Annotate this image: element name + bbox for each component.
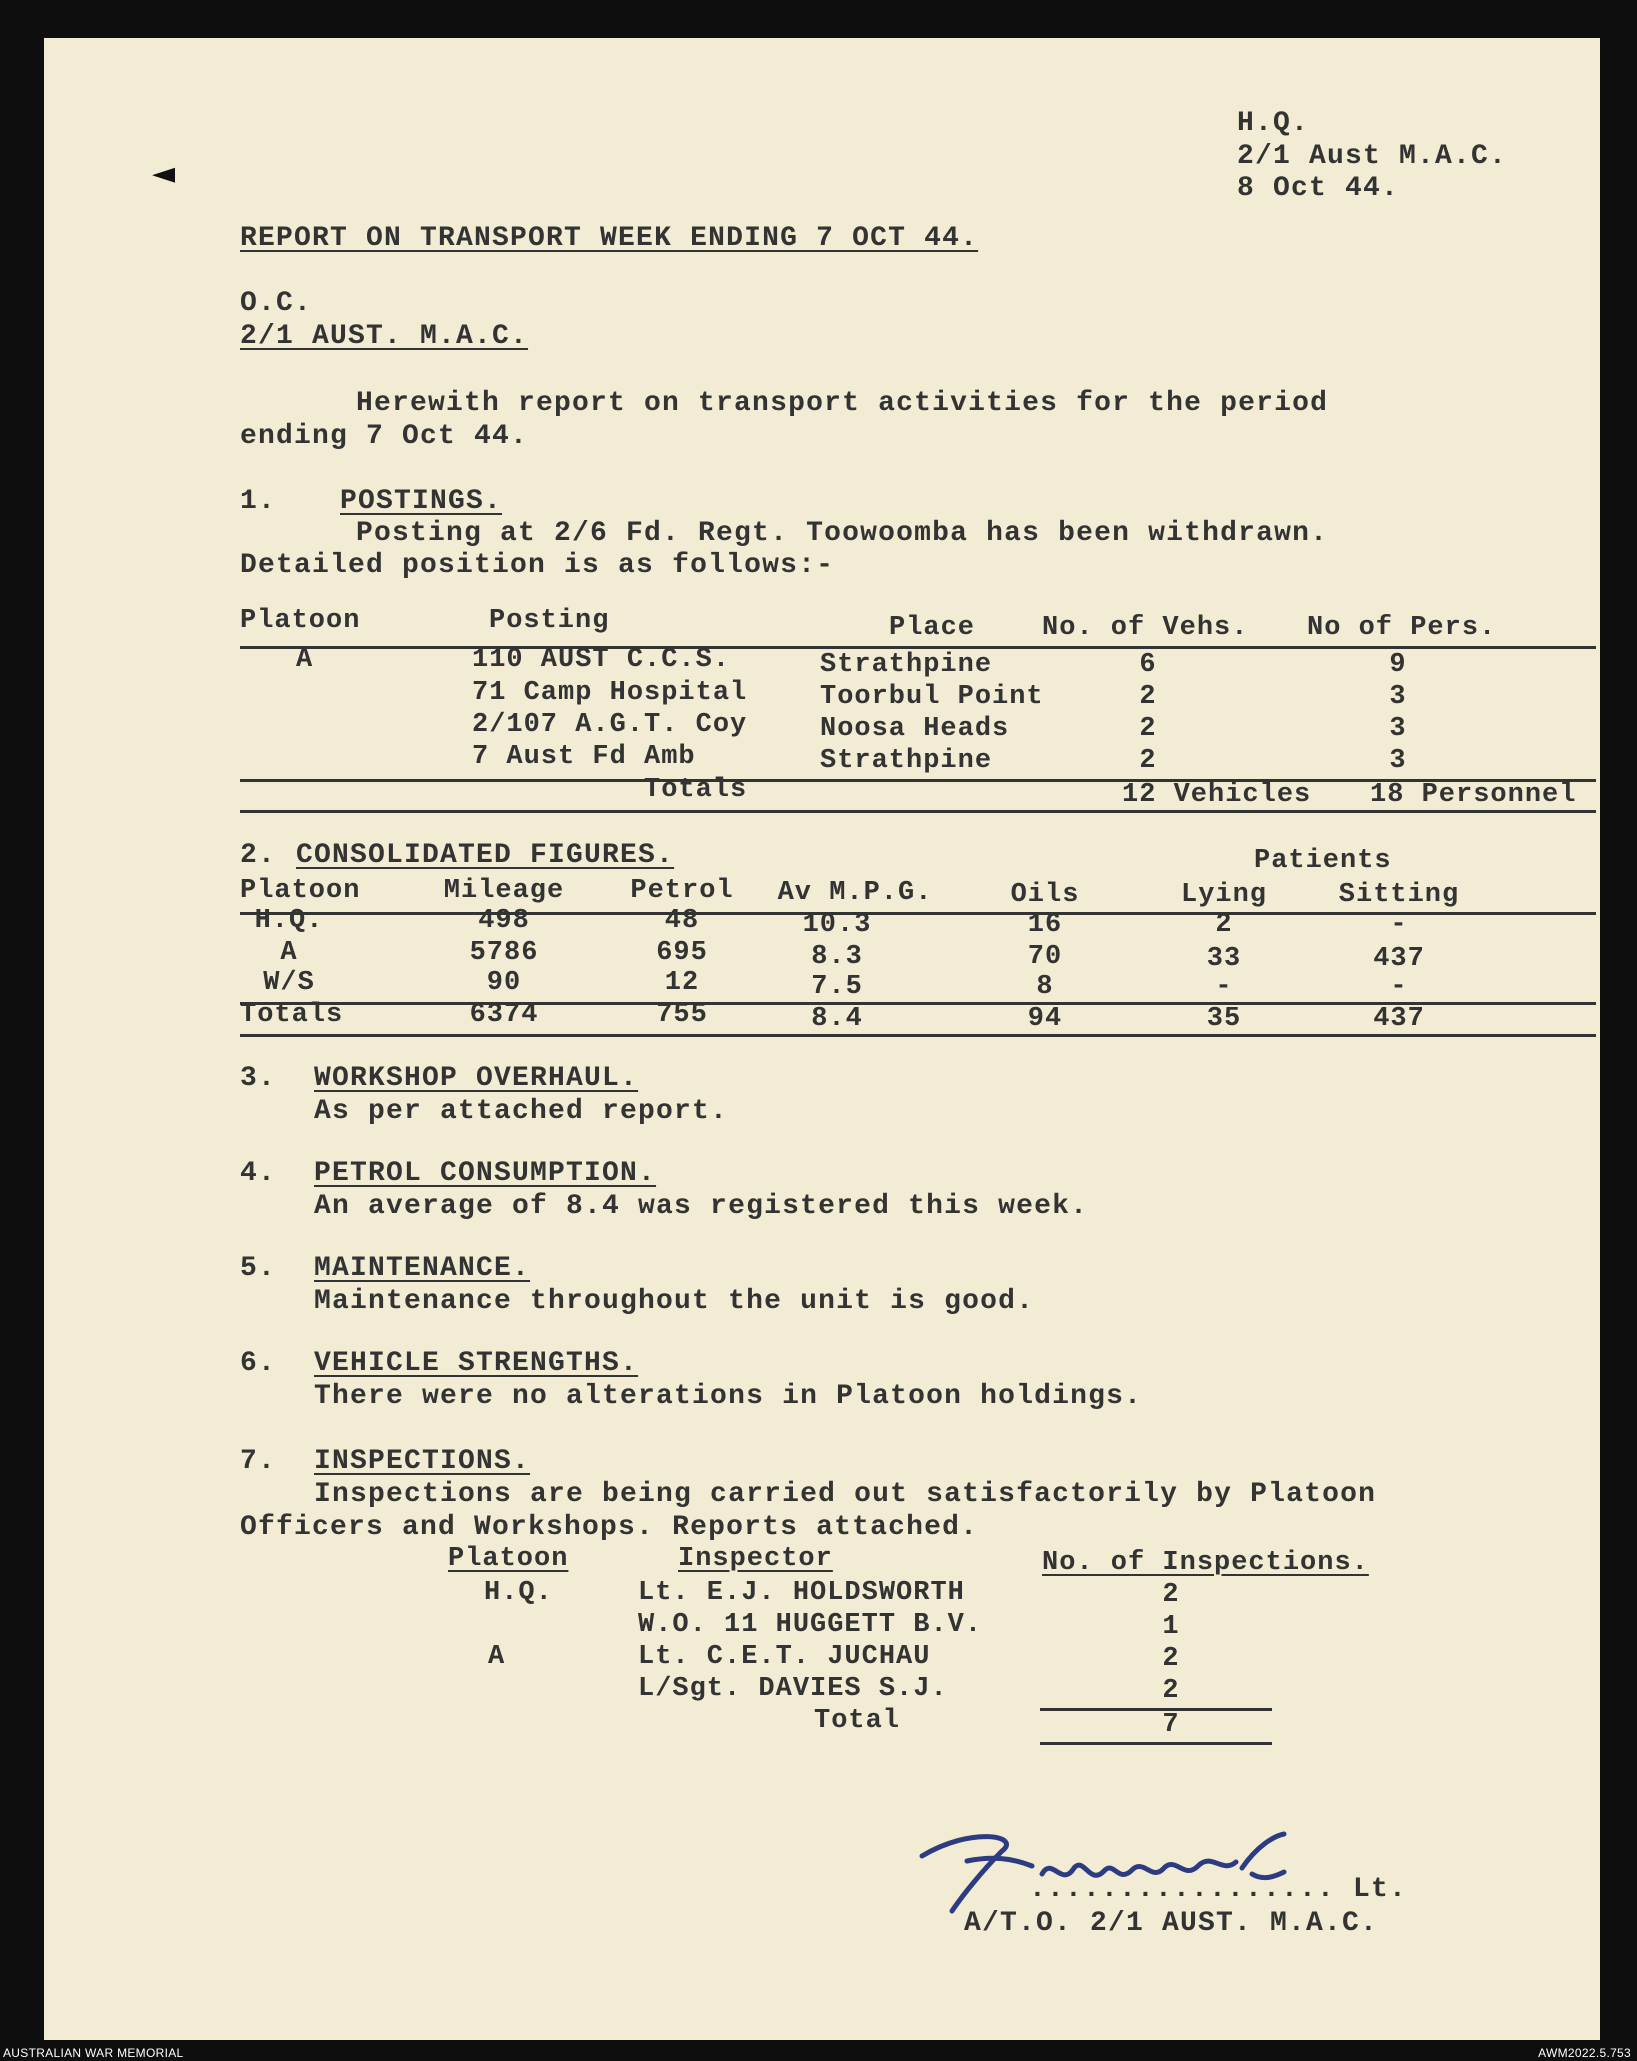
inspections-header-platoon: Platoon <box>448 1544 569 1574</box>
figures-totals-petrol: 755 <box>656 1000 708 1030</box>
section-4-text: An average of 8.4 was registered this week. <box>314 1191 1089 1222</box>
figures-row-1-oils: 16 <box>1027 910 1063 940</box>
figures-row-3-lying: - <box>1215 972 1233 1002</box>
figures-totals-oils: 94 <box>1027 1004 1063 1034</box>
posting-row-1-pers: 9 <box>1389 650 1407 680</box>
postings-header-posting: Posting <box>489 606 610 636</box>
postings-header-pers: No of Pers. <box>1307 613 1497 643</box>
posting-row-1-platoon: A <box>296 645 314 675</box>
posting-row-4-place: Strathpine <box>820 746 993 776</box>
figures-row-1-mileage: 498 <box>478 906 530 936</box>
section-1-number: 1. <box>240 486 277 517</box>
section-2-heading: CONSOLIDATED FIGURES. <box>296 840 675 871</box>
figures-totals-lying: 35 <box>1206 1004 1242 1034</box>
postings-totals-pers: 18 Personnel <box>1370 780 1577 810</box>
posting-row-3-pers: 3 <box>1389 714 1407 744</box>
figures-row-2-mileage: 5786 <box>469 938 539 968</box>
postings-header-vehs: No. of Vehs. <box>1042 613 1249 643</box>
filing-hole-mark: ◄ <box>152 156 176 191</box>
section-5-number: 5. <box>240 1253 277 1284</box>
section-3-number: 3. <box>240 1063 277 1094</box>
figures-totals-label: Totals <box>240 1000 344 1030</box>
inspections-line-2: Officers and Workshops. Reports attached. <box>240 1512 979 1543</box>
posting-row-2-posting: 71 Camp Hospital <box>472 678 748 708</box>
postings-header-place: Place <box>889 613 976 643</box>
posting-row-1-place: Strathpine <box>820 650 993 680</box>
posting-row-2-vehs: 2 <box>1139 682 1157 712</box>
figures-row-2-platoon: A <box>280 938 298 968</box>
inspection-row-3-platoon: A <box>488 1642 506 1672</box>
section-5-text: Maintenance throughout the unit is good. <box>314 1286 1035 1317</box>
figures-row-1-sitting: - <box>1390 910 1408 940</box>
section-6-text: There were no alterations in Platoon holdings. <box>314 1381 1143 1412</box>
figures-row-1-petrol: 48 <box>664 906 700 936</box>
postings-totals-label: Totals <box>644 775 748 805</box>
inspection-row-4-count: 2 <box>1162 1676 1180 1706</box>
archive-reference: AWM2022.5.753 <box>1538 2046 1631 2060</box>
header-line-1: H.Q. <box>1237 108 1310 139</box>
figures-totals-mileage: 6374 <box>469 1000 539 1030</box>
figures-header-sitting: Sitting <box>1338 880 1460 910</box>
section-4-number: 4. <box>240 1158 277 1189</box>
document-page <box>44 38 1600 2040</box>
figures-header-mpg: Av M.P.G. <box>777 878 933 908</box>
figures-totals-rule-bottom <box>240 1034 1596 1037</box>
addressee-line-2: 2/1 AUST. M.A.C. <box>240 321 529 352</box>
figures-row-2-lying: 33 <box>1206 944 1242 974</box>
figures-header-oils: Oils <box>1010 880 1080 910</box>
section-6-heading: VEHICLE STRENGTHS. <box>314 1348 639 1379</box>
section-7-heading: INSPECTIONS. <box>314 1446 531 1477</box>
inspection-row-1-count: 2 <box>1162 1580 1180 1610</box>
postings-header-platoon: Platoon <box>240 606 361 636</box>
figures-header-mileage: Mileage <box>443 876 565 906</box>
report-title: REPORT ON TRANSPORT WEEK ENDING 7 OCT 44. <box>240 223 979 254</box>
posting-row-3-place: Noosa Heads <box>820 714 1010 744</box>
section-3-text: As per attached report. <box>314 1096 729 1127</box>
figures-totals-mpg: 8.4 <box>811 1004 863 1034</box>
intro-line-2: ending 7 Oct 44. <box>240 421 529 452</box>
section-5-heading: MAINTENANCE. <box>314 1253 531 1284</box>
inspections-total-value: 7 <box>1162 1710 1180 1740</box>
postings-line-2: Detailed position is as follows:- <box>240 550 835 581</box>
postings-header-rule <box>240 646 1596 649</box>
figures-row-2-mpg: 8.3 <box>811 942 863 972</box>
posting-row-4-pers: 3 <box>1389 746 1407 776</box>
inspections-header-inspector: Inspector <box>678 1544 833 1574</box>
posting-row-2-pers: 3 <box>1389 682 1407 712</box>
posting-row-4-vehs: 2 <box>1139 746 1157 776</box>
inspection-row-4-inspector: L/Sgt. DAVIES S.J. <box>638 1674 948 1704</box>
inspection-row-1-inspector: Lt. E.J. HOLDSWORTH <box>638 1578 965 1608</box>
inspections-header-count: No. of Inspections. <box>1042 1548 1369 1578</box>
inspection-row-2-inspector: W.O. 11 HUGGETT B.V. <box>638 1610 983 1640</box>
header-line-3: 8 Oct 44. <box>1237 173 1400 204</box>
patients-label: Patients <box>1254 846 1392 876</box>
posting-row-1-vehs: 6 <box>1139 650 1157 680</box>
figures-row-2-petrol: 695 <box>656 938 708 968</box>
inspection-row-3-count: 2 <box>1162 1644 1180 1674</box>
figures-row-1-lying: 2 <box>1215 910 1233 940</box>
signature-line: ................. Lt. <box>1029 1874 1408 1905</box>
figures-row-3-petrol: 12 <box>664 968 700 998</box>
figures-totals-sitting: 437 <box>1373 1004 1425 1034</box>
posting-row-1-posting: 110 AUST C.C.S. <box>472 645 731 675</box>
figures-header-platoon: Platoon <box>240 876 361 906</box>
inspections-total-rule-bottom <box>1040 1742 1272 1745</box>
section-7-number: 7. <box>240 1446 277 1477</box>
inspection-row-3-inspector: Lt. C.E.T. JUCHAU <box>638 1642 931 1672</box>
inspection-row-1-platoon: H.Q. <box>484 1578 553 1608</box>
figures-row-2-oils: 70 <box>1027 942 1063 972</box>
section-6-number: 6. <box>240 1348 277 1379</box>
figures-row-3-mileage: 90 <box>486 968 522 998</box>
posting-row-2-place: Toorbul Point <box>820 682 1044 712</box>
inspection-row-2-count: 1 <box>1162 1612 1180 1642</box>
posting-row-3-vehs: 2 <box>1139 714 1157 744</box>
section-2-number: 2. <box>240 840 277 871</box>
addressee-line-1: O.C. <box>240 288 313 319</box>
section-4-heading: PETROL CONSUMPTION. <box>314 1158 657 1189</box>
signature-title: A/T.O. 2/1 AUST. M.A.C. <box>964 1908 1379 1939</box>
inspections-total-label: Total <box>814 1706 901 1736</box>
figures-row-3-sitting: - <box>1390 972 1408 1002</box>
figures-row-3-mpg: 7.5 <box>811 972 863 1002</box>
figures-header-petrol: Petrol <box>630 876 734 906</box>
postings-line-1: Posting at 2/6 Fd. Regt. Toowoomba has been withdrawn. <box>356 518 1329 549</box>
archive-credit: AUSTRALIAN WAR MEMORIAL <box>3 2046 184 2060</box>
header-line-2: 2/1 Aust M.A.C. <box>1237 141 1508 172</box>
figures-row-3-oils: 8 <box>1036 972 1054 1002</box>
posting-row-4-posting: 7 Aust Fd Amb <box>472 742 696 772</box>
figures-row-1-mpg: 10.3 <box>802 910 872 940</box>
figures-row-1-platoon: H.Q. <box>254 906 324 936</box>
intro-line-1: Herewith report on transport activities for the period <box>356 388 1329 419</box>
posting-row-3-posting: 2/107 A.G.T. Coy <box>472 710 748 740</box>
figures-header-lying: Lying <box>1180 880 1268 910</box>
section-3-heading: WORKSHOP OVERHAUL. <box>314 1063 639 1094</box>
figures-row-3-platoon: W/S <box>263 968 315 998</box>
postings-totals-rule-bottom <box>240 810 1596 813</box>
section-1-heading: POSTINGS. <box>340 486 503 517</box>
postings-totals-vehs: 12 Vehicles <box>1122 780 1312 810</box>
inspections-line-1: Inspections are being carried out satisfactorily by Platoon <box>314 1479 1377 1510</box>
inspections-total-rule-top <box>1040 1708 1272 1711</box>
figures-row-2-sitting: 437 <box>1373 944 1425 974</box>
